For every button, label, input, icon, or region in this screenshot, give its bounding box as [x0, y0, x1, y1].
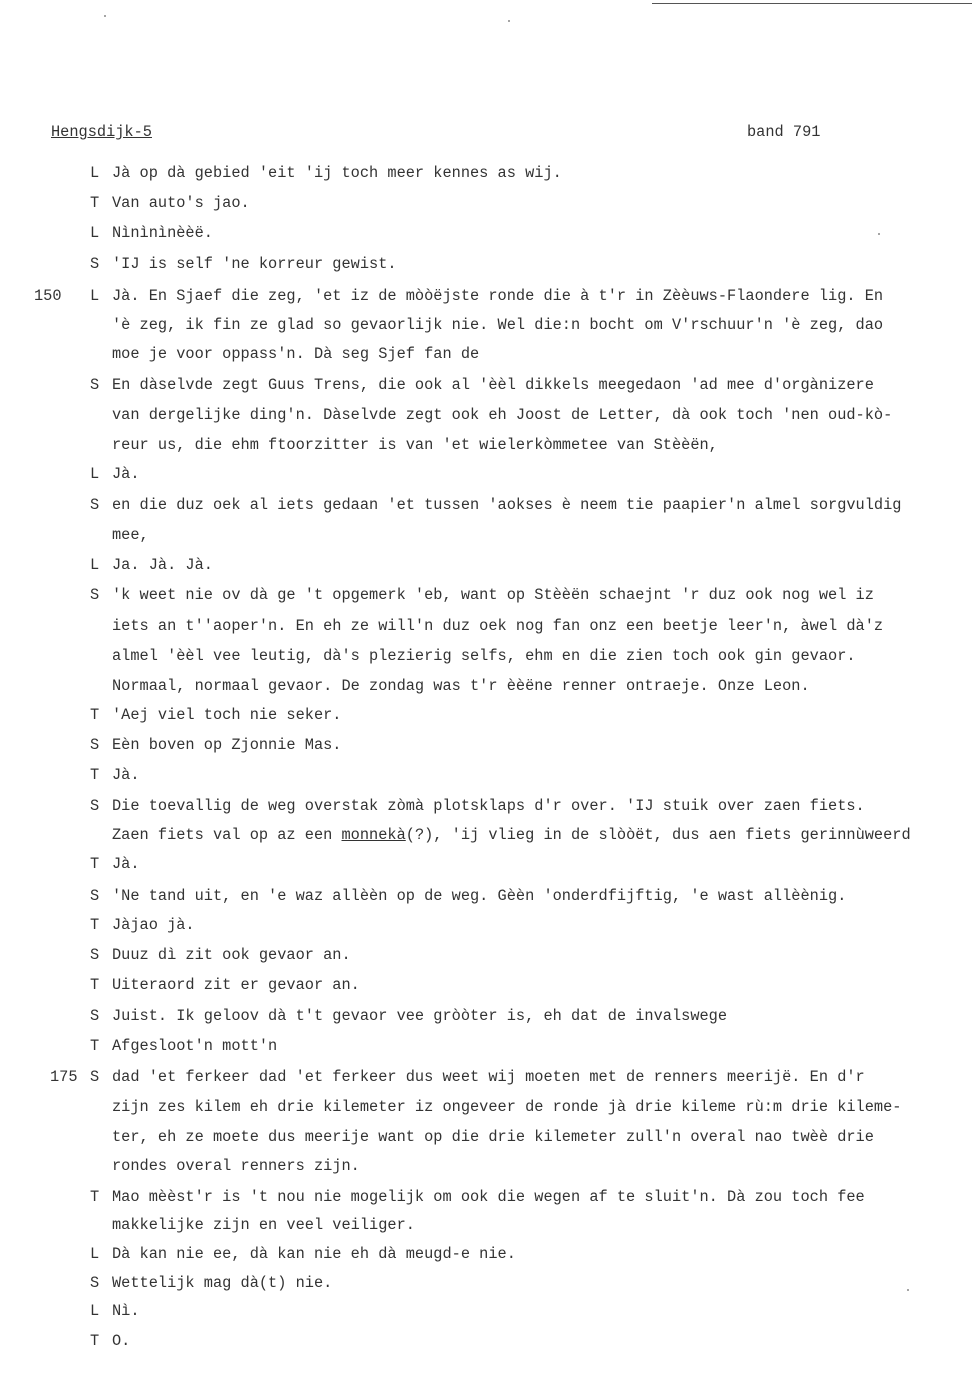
utterance-text: Duuz dì zit ook gevaor an. — [112, 946, 351, 964]
utterance-text: Jàjao jà. — [112, 916, 195, 934]
utterance-text: En dàselvde zegt Guus Trens, die ook al 'èèl dikkels meegedaon 'ad mee d'orgànizere — [112, 376, 874, 394]
utterance-text: rondes overal renners zijn. — [112, 1157, 360, 1175]
utterance-text: 'è zeg, ik fin ze glad so gevaorlijk nie. Wel die:n bocht om V'rschuur'n 'è zeg, dao — [112, 316, 884, 334]
speaker-label: S — [90, 496, 100, 514]
tape-number: band 791 — [747, 123, 821, 141]
document-header-title: Hengsdijk-5 — [51, 123, 152, 141]
utterance-text: Van auto's jao. — [112, 194, 250, 212]
utterance-text: Mao mèèst'r is 't nou nie mogelijk om ook die wegen af te sluit'n. Dà zou toch fee — [112, 1188, 865, 1206]
utterance-text: Jà. — [112, 766, 140, 784]
speaker-label: L — [90, 556, 100, 574]
speaker-label: S — [90, 1007, 100, 1025]
utterance-text: Juist. Ik geloov dà t't gevaor vee gròòter is, eh dat de invalswege — [112, 1007, 728, 1025]
speaker-label: T — [90, 855, 100, 873]
scan-speck — [907, 1289, 909, 1291]
scan-speck — [878, 233, 880, 235]
utterance-text: Nì. — [112, 1302, 140, 1320]
utterance-text: 'Aej viel toch nie seker. — [112, 706, 342, 724]
uncertain-word: monnekà — [341, 826, 406, 844]
speaker-label: L — [90, 287, 100, 305]
utterance-text: Jà. En Sjaef die zeg, 'et iz de mòòëjste ronde die à t'r in Zèèuws-Flaondere lig. En — [112, 287, 884, 305]
utterance-text: 'k weet nie ov dà ge 't opgemerk 'eb, want op Stèèën schaejnt 'r duz ook nog wel iz — [112, 586, 874, 604]
line-number: 150 — [34, 287, 62, 305]
speaker-label: L — [90, 164, 100, 182]
utterance-text: Normaal, normaal gevaor. De zondag was t'r èèëne renner ontraeje. Onze Leon. — [112, 677, 810, 695]
utterance-text: O. — [112, 1332, 131, 1350]
speaker-label: L — [90, 465, 100, 483]
speaker-label: T — [90, 766, 100, 784]
utterance-text: 'Ne tand uit, en 'e waz allèèn op de weg. Gèèn 'onderdfijftig, 'e wast allèènig. — [112, 887, 847, 905]
utterance-text: Uiteraord zit er gevaor an. — [112, 976, 360, 994]
utterance-text: van dergelijke ding'n. Dàselvde zegt ook eh Joost de Letter, dà ook toch 'nen oud-kò- — [112, 406, 893, 424]
speaker-label: L — [90, 1302, 100, 1320]
utterance-text: Jà. — [112, 465, 140, 483]
utterance-text: dad 'et ferkeer dad 'et ferkeer dus weet wij moeten met de renners meerijë. En d'r — [112, 1068, 865, 1086]
utterance-text: Jà op dà gebied 'eit 'ij toch meer kennes as wij. — [112, 164, 562, 182]
speaker-label: S — [90, 586, 100, 604]
speaker-label: S — [90, 376, 100, 394]
utterance-text: en die duz oek al iets gedaan 'et tussen 'aokses è neem tie paapier'n almel sorgvuldig — [112, 496, 902, 514]
speaker-label: T — [90, 916, 100, 934]
top-rule — [652, 3, 972, 4]
utterance-text: 'IJ is self 'ne korreur gewist. — [112, 255, 397, 273]
utterance-text: Ja. Jà. Jà. — [112, 556, 213, 574]
speaker-label: S — [90, 946, 100, 964]
utterance-text — [112, 826, 911, 844]
utterance-text: Jà. — [112, 855, 140, 873]
speaker-label: T — [90, 706, 100, 724]
speaker-label: T — [90, 1188, 100, 1206]
line-number: 175 — [50, 1068, 78, 1086]
utterance-text: Eèn boven op Zjonnie Mas. — [112, 736, 342, 754]
scan-speck — [104, 15, 106, 17]
speaker-label: L — [90, 1245, 100, 1263]
utterance-text: almel 'èèl vee leutig, dà's plezierig selfs, ehm en die zien toch ook gin gevaor. — [112, 647, 856, 665]
utterance-text: reur us, die ehm ftoorzitter is van 'et wielerkòmmetee van Stèèën, — [112, 436, 718, 454]
speaker-label: S — [90, 797, 100, 815]
speaker-label: T — [90, 1037, 100, 1055]
utterance-text: mee, — [112, 526, 149, 544]
speaker-label: S — [90, 1274, 100, 1292]
utterance-text: Dà kan nie ee, dà kan nie eh dà meugd-e nie. — [112, 1245, 516, 1263]
speaker-label: S — [90, 887, 100, 905]
speaker-label: T — [90, 976, 100, 994]
utterance-text: iets an t''aoper'n. En eh ze will'n duz oek nog fan onz een beetje leer'n, àwel dà'z — [112, 617, 884, 635]
utterance-text: moe je voor oppass'n. Dà seg Sjef fan de — [112, 345, 480, 363]
utterance-text: Afgesloot'n mott'n — [112, 1037, 278, 1055]
utterance-text: ter, eh ze moete dus meerije want op die drie kilemeter zull'n overal nao twèè drie — [112, 1128, 874, 1146]
utterance-text-part: Zaen fiets val op az een — [112, 826, 342, 844]
speaker-label: S — [90, 736, 100, 754]
speaker-label: T — [90, 194, 100, 212]
utterance-text: makkelijke zijn en veel veiliger. — [112, 1216, 415, 1234]
utterance-text: Nìnìnìnèèë. — [112, 224, 213, 242]
speaker-label: S — [90, 1068, 100, 1086]
speaker-label: T — [90, 1332, 100, 1350]
speaker-label: L — [90, 224, 100, 242]
speaker-label: S — [90, 255, 100, 273]
utterance-text: zijn zes kilem eh drie kilemeter iz ongeveer de ronde jà drie kileme rù:m drie kileme- — [112, 1098, 902, 1116]
utterance-text: Wettelijk mag dà(t) nie. — [112, 1274, 333, 1292]
utterance-text-part: (?), 'ij vlieg in de slòòët, dus aen fiets gerinnùweerd — [405, 826, 911, 844]
scan-speck — [508, 20, 510, 22]
utterance-text: Die toevallig de weg overstak zòmà plotsklaps d'r over. 'IJ stuik over zaen fiets. — [112, 797, 865, 815]
